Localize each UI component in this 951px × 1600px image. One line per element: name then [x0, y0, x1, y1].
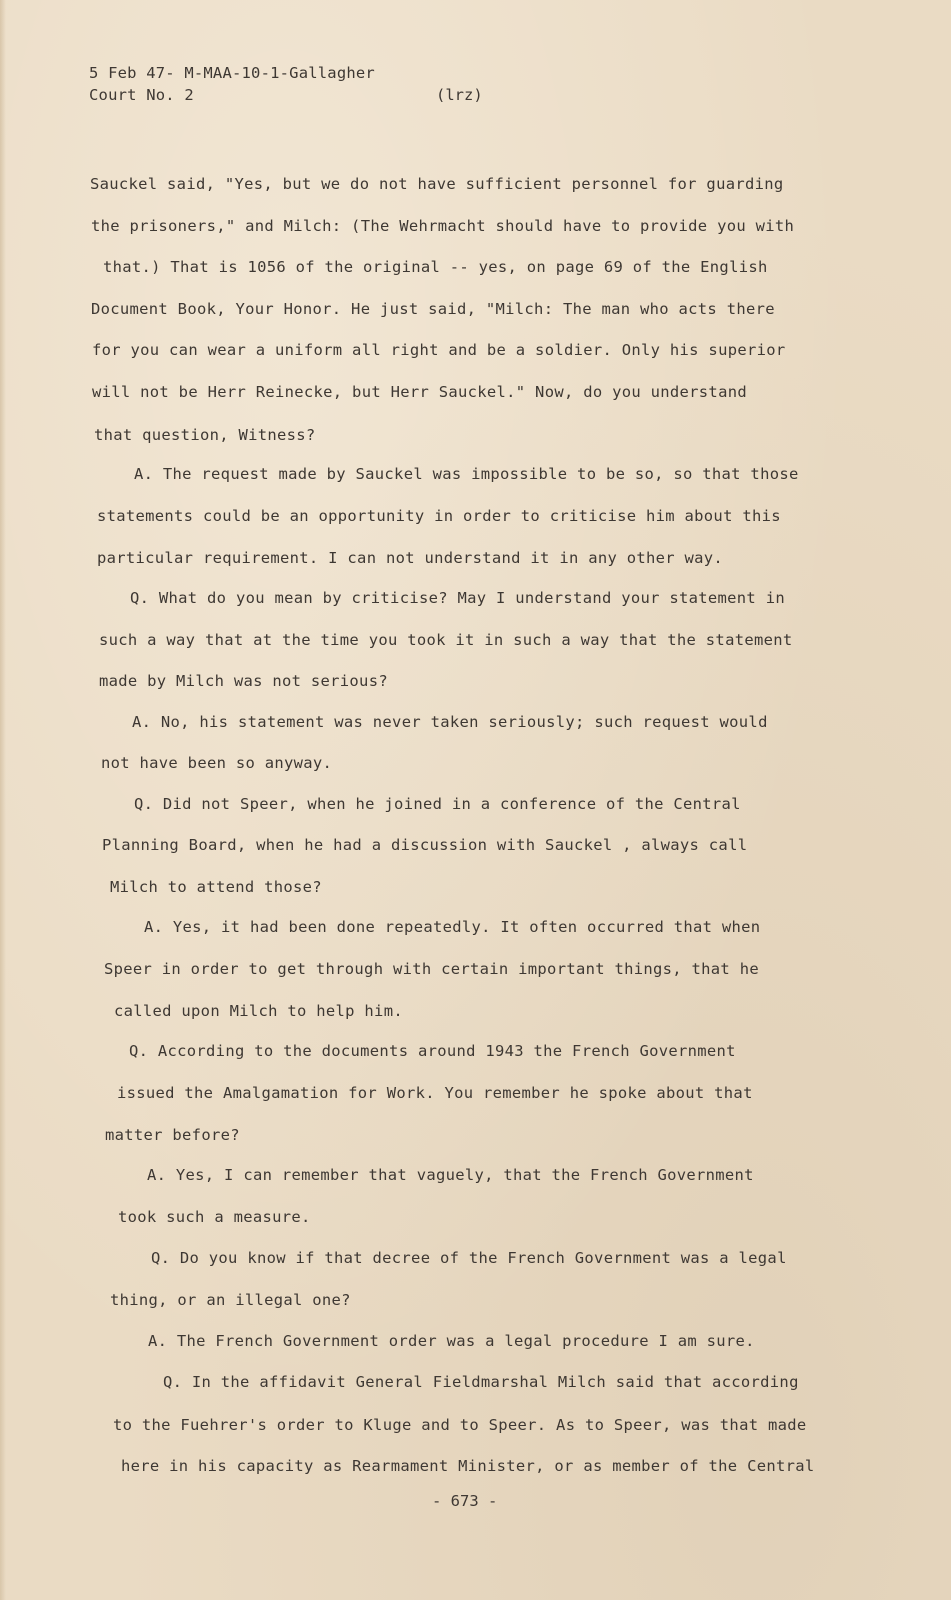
answer-line: A. Yes, it had been done repeatedly. It often occurred that when — [144, 918, 761, 936]
body-line: particular requirement. I can not understand it in any other way. — [97, 549, 724, 567]
question-line: Q. According to the documents around 1943 the French Government — [129, 1042, 736, 1060]
page-number: - 673 - — [432, 1492, 498, 1510]
body-line: called upon Milch to help him. — [114, 1002, 403, 1020]
body-line: made by Milch was not serious? — [99, 672, 388, 690]
body-line: for you can wear a uniform all right and be a soldier. Only his superior — [92, 341, 786, 359]
document-header — [89, 62, 375, 106]
body-line: took such a measure. — [118, 1208, 311, 1226]
body-line: the prisoners," and Milch: (The Wehrmacht should have to provide you with — [91, 217, 795, 235]
body-line: here in his capacity as Rearmament Minister, or as member of the Central — [121, 1457, 815, 1475]
body-line: such a way that at the time you took it in such a way that the statement — [99, 631, 793, 649]
body-line: Milch to attend those? — [110, 878, 322, 896]
question-line: Q. Did not Speer, when he joined in a conference of the Central — [134, 795, 741, 813]
body-line: Speer in order to get through with certain important things, that he — [104, 960, 759, 978]
body-line: will not be Herr Reinecke, but Herr Sauckel." Now, do you understand — [92, 383, 747, 401]
question-line: Q. What do you mean by criticise? May I understand your statement in — [130, 589, 785, 607]
body-line: that question, Witness? — [94, 426, 316, 444]
body-line: Sauckel said, "Yes, but we do not have sufficient personnel for guarding — [90, 175, 784, 193]
header-line-1: 5 Feb 47- M-MAA-10-1-Gallagher — [89, 64, 375, 82]
header-code: (lrz) — [436, 86, 483, 104]
page-edge — [0, 0, 6, 1600]
body-line: Planning Board, when he had a discussion with Sauckel , always call — [102, 836, 748, 854]
body-line: Document Book, Your Honor. He just said, "Milch: The man who acts there — [91, 300, 775, 318]
body-line: that.) That is 1056 of the original -- yes, on page 69 of the English — [103, 258, 768, 276]
body-line: to the Fuehrer's order to Kluge and to Speer. As to Speer, was that made — [113, 1416, 807, 1434]
body-line: issued the Amalgamation for Work. You remember he spoke about that — [117, 1084, 753, 1102]
question-line: Q. In the affidavit General Fieldmarshal Milch said that according — [163, 1373, 799, 1391]
answer-line: A. No, his statement was never taken seriously; such request would — [132, 713, 768, 731]
body-line: not have been so anyway. — [101, 754, 333, 772]
answer-line: A. The request made by Sauckel was impossible to be so, so that those — [134, 465, 799, 483]
answer-line: A. The French Government order was a legal procedure I am sure. — [148, 1332, 755, 1350]
answer-line: A. Yes, I can remember that vaguely, that the French Government — [147, 1166, 754, 1184]
question-line: Q. Do you know if that decree of the French Government was a legal — [151, 1249, 787, 1267]
body-line: statements could be an opportunity in order to criticise him about this — [97, 507, 781, 525]
body-line: matter before? — [105, 1126, 240, 1144]
header-line-2: Court No. 2 — [89, 86, 194, 104]
body-line: thing, or an illegal one? — [110, 1291, 351, 1309]
